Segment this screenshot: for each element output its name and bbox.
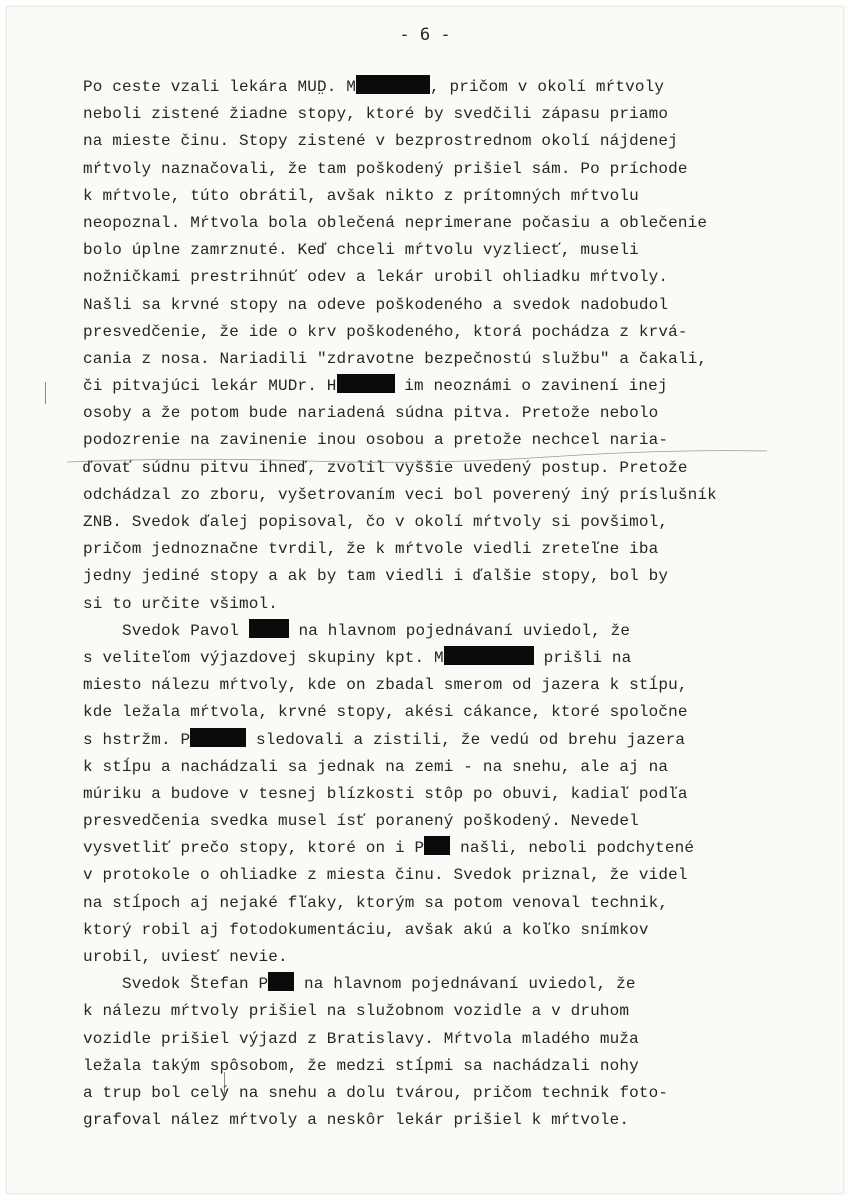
text-segment: Svedok Štefan P [83, 975, 269, 994]
text-line: na stĺpoch aj nejaké fľaky, ktorým sa potom venoval technik, [83, 893, 669, 912]
text-line: k stĺpu a nachádzali sa jednak na zemi - na snehu, ale aj na [83, 757, 669, 776]
text-line: si to určite všimol. [83, 594, 279, 613]
text-segment: prišli na [533, 648, 632, 667]
text-line: ZNB. Svedok ďalej popisoval, čo v okolí mŕtvoly si povšimol, [83, 513, 669, 531]
text-segment: na hlavnom pojednávaní uviedol, že [288, 621, 631, 640]
document-body [83, 74, 783, 1134]
text-segment: vysvetliť prečo stopy, ktoré on i P [83, 839, 425, 858]
text-line: ležala takým spôsobom, že medzi stĺpmi sa nachádzali nohy [83, 1056, 639, 1075]
text-line: odchádzal zo zboru, vyšetrovaním veci bol poverený iný príslušník [83, 485, 717, 504]
text-segment: na hlavnom pojednávaní uviedol, že [294, 975, 636, 994]
text-line: kde ležala mŕtvola, krvné stopy, akési cákance, ktoré spoločne [83, 703, 688, 722]
text-segment: Svedok Pavol [83, 621, 249, 640]
text-line: nožničkami prestrihnúť odev a lekár urobil ohliadku mŕtvoly. [83, 268, 669, 287]
redaction-block [444, 646, 534, 665]
text-line: vozidle prišiel výjazd z Bratislavy. Mŕtvola mladého muža [83, 1029, 639, 1048]
page-number: - 6 - [399, 25, 451, 45]
text-line: a trup bol celý na snehu a dolu tvárou, pričom technik foto- [83, 1083, 669, 1102]
text-line: k mŕtvole, túto obrátil, avšak nikto z prítomných mŕtvolu [83, 186, 639, 205]
redaction-block [190, 728, 246, 747]
text-line: na mieste činu. Stopy zistené v bezprostrednom okolí nájdenej [83, 132, 678, 151]
text-line: mŕtvoly naznačovali, že tam poškodený prišiel sám. Po príchode [83, 159, 688, 178]
text-line [83, 373, 783, 400]
text-line: bolo úplne zamrznuté. Keď chceli mŕtvolu vyzliecť, museli [83, 241, 639, 260]
text-line [83, 727, 783, 754]
redaction-block [249, 619, 289, 638]
text-line [83, 618, 783, 645]
text-line: ktorý robil aj fotodokumentáciu, avšak akú a koľko snímkov [83, 920, 649, 939]
text-line: neboli zistené žiadne stopy, ktoré by svedčili zápasu priamo [83, 105, 669, 124]
text-line [83, 971, 783, 998]
text-line: urobil, uviesť nevie. [83, 948, 288, 966]
text-line [83, 835, 783, 862]
text-segment: s veliteľom výjazdovej skupiny kpt. M [83, 648, 444, 667]
document-page [6, 6, 844, 1194]
text-segment: im neoznámi o zavinení inej [394, 377, 668, 396]
text-line: miesto nálezu mŕtvoly, kde on zbadal smerom od jazera k stĺpu, [83, 676, 688, 695]
text-line: cania z nosa. Nariadili "zdravotne bezpečnostú službu" a čakali, [83, 349, 708, 368]
text-line [83, 645, 783, 672]
text-line: presvedčenie, že ide o krv poškodeného, ktorá pochádza z krvá- [83, 322, 688, 341]
redaction-block [268, 972, 294, 991]
text-line: k nálezu mŕtvoly prišiel na služobnom vozidle a v druhom [83, 1002, 630, 1021]
text-line: grafoval nález mŕtvoly a neskôr lekár prišiel k mŕtvole. [83, 1111, 630, 1130]
text-segment: či pitvajúci lekár MUDr. H [83, 377, 337, 396]
text-line: pričom jednoznačne tvrdil, že k mŕtvole viedli zreteľne iba [83, 540, 659, 559]
text-segment: Po ceste vzali lekára MUD̤. M [83, 78, 357, 96]
text-line: Našli sa krvné stopy na odeve poškodeného a svedok nadobudol [83, 295, 669, 314]
text-line: osoby a že potom bude nariadená súdna pitva. Pretože nebolo [83, 404, 659, 423]
text-segment: s hstržm. P [83, 730, 191, 749]
text-line: neopoznal. Mŕtvola bola oblečená neprimerane počasiu a oblečenie [83, 213, 708, 232]
text-line: múriku a budove v tesnej blízkosti stôp po obuvi, kadiaľ podľa [83, 784, 688, 803]
text-segment: našli, neboli podchytené [450, 839, 695, 858]
margin-pencil-mark [45, 382, 46, 404]
text-line: ďovať súdnu pitvu ihneď, zvolil vyššie uvedený postup. Pretože [83, 458, 688, 477]
text-line: jedny jediné stopy a ak by tam viedli i ďalšie stopy, bol by [83, 567, 669, 586]
text-segment: , pričom v okolí mŕtvoly [430, 78, 665, 96]
text-line: podozrenie na zavinenie inou osobou a pretože nechcel naria- [83, 431, 669, 450]
text-segment: sledovali a zistili, že vedú od brehu jazera [246, 730, 686, 749]
redaction-block [356, 75, 430, 94]
redaction-block [424, 836, 450, 855]
text-line: v protokole o ohliadke z miesta činu. Svedok priznal, že videl [83, 866, 688, 885]
redaction-block [337, 374, 395, 393]
text-line: presvedčenia svedka musel ísť poranený poškodený. Nevedel [83, 812, 639, 831]
text-line [83, 74, 783, 101]
